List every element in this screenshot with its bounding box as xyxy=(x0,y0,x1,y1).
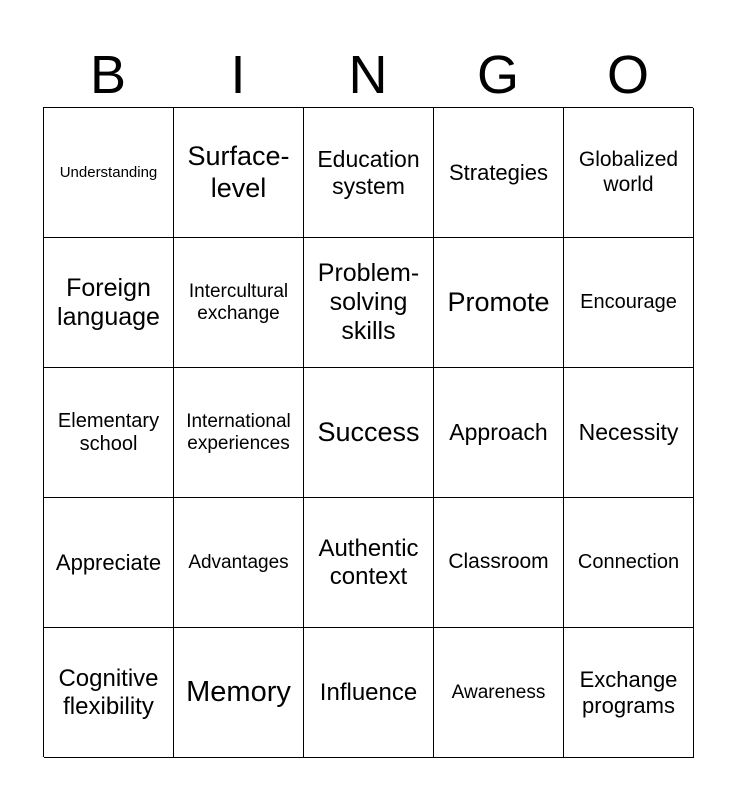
bingo-cell[interactable] xyxy=(174,108,304,238)
bingo-cell[interactable] xyxy=(44,498,174,628)
bingo-cell[interactable] xyxy=(434,498,564,628)
bingo-cell[interactable] xyxy=(564,368,694,498)
bingo-cell-text: Foreign language xyxy=(57,273,160,331)
bingo-cell-text: Problem-solving skills xyxy=(317,259,420,345)
bingo-cell[interactable] xyxy=(434,628,564,758)
bingo-cell-text: Exchange programs xyxy=(579,667,678,718)
header-letter-i: I xyxy=(230,45,246,105)
bingo-cell[interactable] xyxy=(564,498,694,628)
bingo-cell[interactable] xyxy=(434,108,564,238)
bingo-cell[interactable] xyxy=(174,368,304,498)
bingo-cell[interactable] xyxy=(434,368,564,498)
bingo-cell-text: Awareness xyxy=(451,681,546,703)
bingo-cell-text: International experiences xyxy=(186,410,291,454)
bingo-cell-text: Connection xyxy=(577,551,680,573)
bingo-cell-text: Authentic context xyxy=(318,534,419,590)
bingo-cell[interactable] xyxy=(44,108,174,238)
bingo-cell[interactable] xyxy=(174,498,304,628)
bingo-cell[interactable] xyxy=(434,238,564,368)
bingo-header xyxy=(43,42,693,108)
bingo-cell-text: Influence xyxy=(319,678,418,706)
bingo-cell-text: Encourage xyxy=(580,291,677,313)
bingo-cell-text: Cognitive flexibility xyxy=(58,664,159,720)
bingo-cell[interactable] xyxy=(304,628,434,758)
bingo-grid xyxy=(43,107,693,757)
bingo-cell[interactable] xyxy=(304,238,434,368)
bingo-cell[interactable] xyxy=(564,108,694,238)
bingo-cell[interactable] xyxy=(304,498,434,628)
bingo-cell[interactable] xyxy=(44,628,174,758)
bingo-cell-text: Classroom xyxy=(448,550,549,574)
bingo-cell-text: Education system xyxy=(317,146,420,199)
bingo-cell[interactable] xyxy=(564,628,694,758)
bingo-cell-text: Advantages xyxy=(188,551,289,573)
bingo-cell-text: Success xyxy=(317,416,420,447)
bingo-cell-text: Surface-level xyxy=(187,141,290,203)
bingo-cell-text: Globalized world xyxy=(578,148,679,196)
bingo-cell-text: Approach xyxy=(449,419,548,446)
bingo-cell-text: Strategies xyxy=(448,159,549,185)
bingo-cell-text: Appreciate xyxy=(55,549,162,575)
bingo-cell-text: Memory xyxy=(186,675,291,708)
bingo-cell-text: Promote xyxy=(447,286,550,317)
bingo-cell-text: Intercultural exchange xyxy=(188,280,289,324)
bingo-cell-text: Necessity xyxy=(578,419,679,446)
bingo-cell[interactable] xyxy=(44,238,174,368)
bingo-cell[interactable] xyxy=(174,238,304,368)
bingo-cell[interactable] xyxy=(564,238,694,368)
bingo-cell[interactable] xyxy=(304,368,434,498)
header-letter-o: O xyxy=(606,45,649,105)
bingo-cell[interactable] xyxy=(304,108,434,238)
bingo-cell-text: Understanding xyxy=(59,163,158,181)
bingo-cell[interactable] xyxy=(174,628,304,758)
bingo-cell-text: Elementary school xyxy=(57,409,160,455)
header-letter-b: B xyxy=(89,45,127,105)
header-letter-n: N xyxy=(348,45,388,105)
bingo-cell[interactable] xyxy=(44,368,174,498)
header-letter-g: G xyxy=(476,45,519,105)
